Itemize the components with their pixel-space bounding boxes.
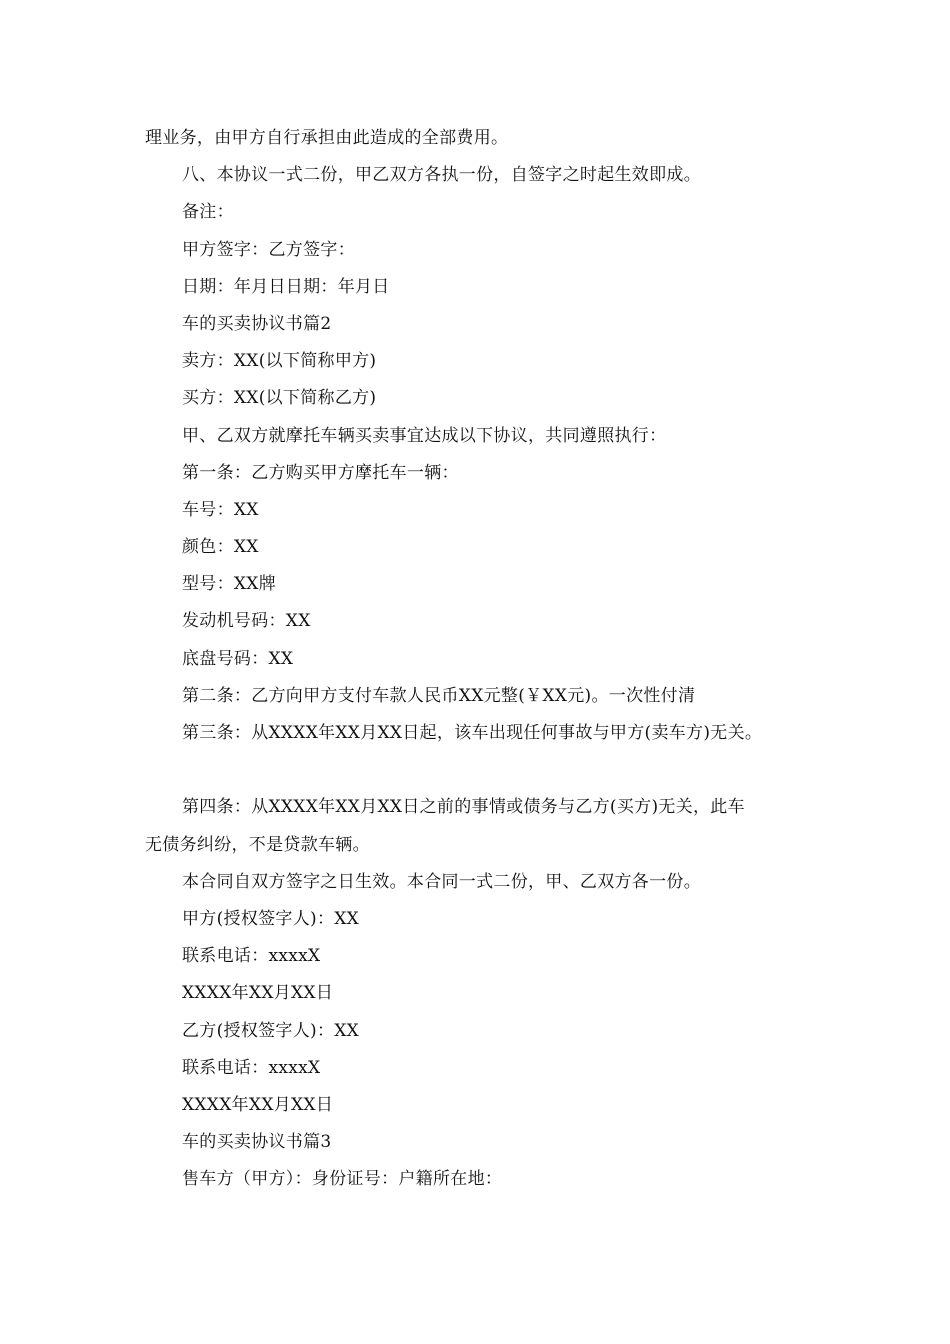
text-line: XXXX年XX月XX日 (182, 1094, 334, 1115)
text-line: 甲方签字：乙方签字： (182, 239, 355, 260)
section-heading: 车的买卖协议书篇2 (182, 313, 332, 334)
text-line: 第四条：从XXXX年XX月XX日之前的事情或债务与乙方(买方)无关，此车 (182, 797, 745, 818)
section-heading: 车的买卖协议书篇3 (182, 1132, 332, 1153)
text-line: 八、本协议一式二份，甲乙双方各执一份，自签字之时起生效即成。 (182, 165, 701, 186)
document-body (145, 120, 825, 1198)
text-line: 颜色：XX (182, 537, 259, 558)
text-line: 备注： (182, 202, 234, 223)
text-line: 甲、乙双方就摩托车辆买卖事宜达成以下协议，共同遵照执行： (182, 425, 667, 446)
text-line: 联系电话：xxxxX (182, 1057, 321, 1078)
text-line: 理业务，由甲方自行承担由此造成的全部费用。 (145, 128, 509, 148)
text-line: 乙方(授权签字人)：XX (182, 1020, 360, 1041)
text-line: 型号：XX牌 (182, 574, 277, 595)
text-line: 日期：年月日日期：年月日 (182, 276, 390, 297)
text-line: XXXX年XX月XX日 (182, 983, 334, 1004)
text-line: 卖方：XX(以下简称甲方) (182, 351, 377, 372)
text-line: 第二条：乙方向甲方支付车款人民币XX元整(￥XX元)。一次性付清 (182, 685, 696, 706)
text-line: 售车方（甲方）：身份证号：户籍所在地： (182, 1169, 503, 1190)
text-line: 无债务纠纷，不是贷款车辆。 (145, 834, 370, 855)
text-line: 发动机号码：XX (182, 611, 311, 632)
blank-line (145, 752, 825, 789)
text-line: 联系电话：xxxxX (182, 946, 321, 967)
text-line: 第三条：从XXXX年XX月XX日起，该车出现任何事故与甲方(卖车方)无关。 (182, 723, 763, 743)
text-line: 本合同自双方签字之日生效。本合同一式二份，甲、乙双方各一份。 (182, 871, 701, 892)
text-line: 第一条：乙方购买甲方摩托车一辆： (182, 462, 459, 483)
text-line: 买方：XX(以下简称乙方) (182, 388, 377, 409)
text-line: 甲方(授权签字人)：XX (182, 908, 360, 929)
text-line: 车号：XX (182, 499, 259, 520)
text-line: 底盘号码：XX (182, 648, 294, 669)
